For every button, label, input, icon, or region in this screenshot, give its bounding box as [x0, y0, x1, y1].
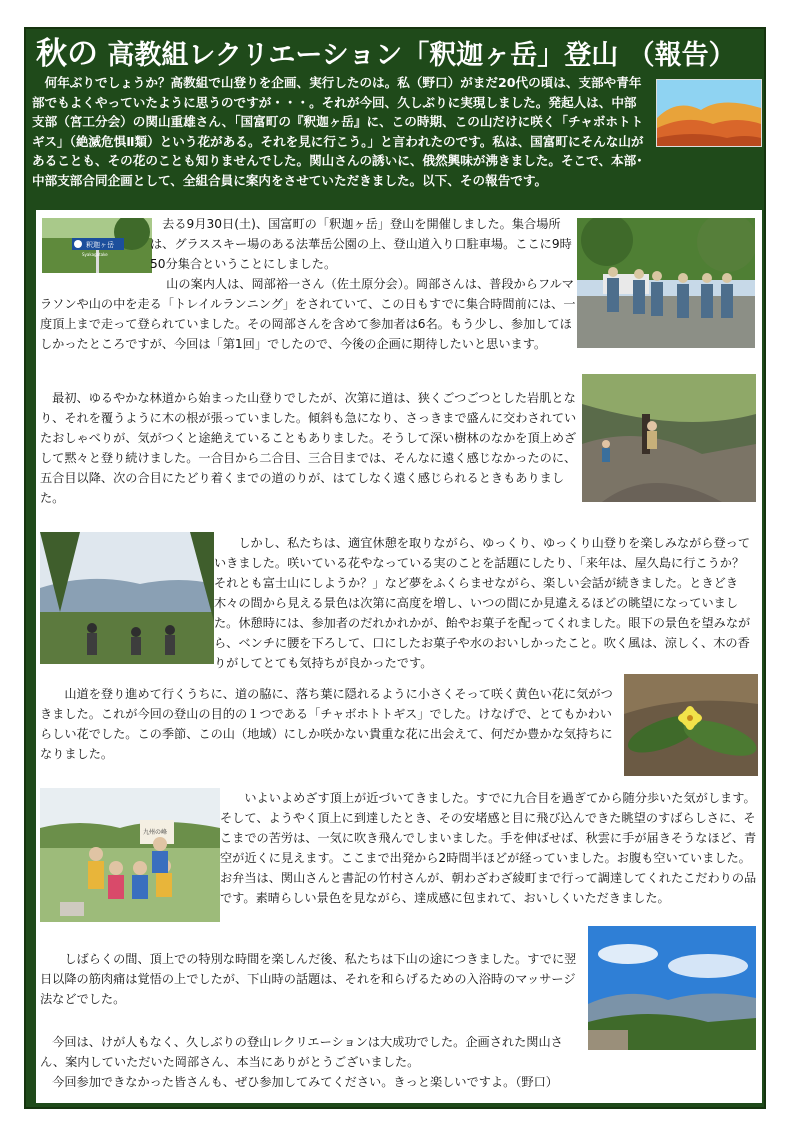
page-title: [36, 32, 756, 78]
group-at-trailhead-photo: [577, 218, 755, 348]
paragraph-2: 山の案内人は、岡部裕一さん（佐土原分会）。岡部さんは、普段からフルマラソンや山の中を走る「トレイルランニング」をされていて、この日もすでに集合時間前には、一度頂上まで走って登られていました。その岡部さんを含めて参加者は6名。もう少し、参加してほしかったところですが、今回は「第1回」でしたので、今後の企画に期待したいと思います。: [40, 277, 576, 351]
title-main: 高教組レクリエーション「釈迦ヶ岳」登山: [98, 40, 619, 71]
title-prefix: 秋の: [36, 36, 98, 72]
article-panel: [36, 210, 762, 1103]
paragraph-6-block: [220, 788, 760, 908]
paragraph-4-block: [214, 533, 760, 673]
paragraph-4: しかし、私たちは、適宜休憩を取りながら、ゆっくり、ゆっくり山登りを楽しみながら登っていきました。咲いている花やなっている実のことを話題にしたり、「来年は、屋久島に行こうか？ それとも富士山にしようか？」など夢をふくらませながら、楽しい会話が続きました。ときどき木々の間から見える景色は次第に高度を増し、いつの間にか見違えるほどの眺望になっていました。休憩時には、参加者のだれかれかが、飴やお菓子を配ってくれました。眼下の景色を望みながら、ベンチに腰を下ろして、口にしたお菓子や水のおいしかったこと。吹く風は、涼しく、木の香りがしてとても気持ちが良かったです。: [214, 536, 757, 670]
paragraph-2-block: [40, 274, 577, 354]
rocky-trail-photo: [582, 374, 756, 502]
intro-text-block: [32, 73, 646, 190]
paragraph-3-block: [40, 388, 578, 508]
chabohototogisu-flower-photo: [624, 674, 758, 776]
paragraph-6: いよいよめざす頂上が近づいてきました。すでに九合目を過ぎてから随分歩いた気がします。そして、ようやく頂上に到達したとき、その安堵感と目に飛び込んできた眺望のすばらしさに、そこまでの苦労は、一気に吹き飛んでしまいました。手を伸ばせば、秋雲に手が届きそうなほど、青空が近くに見えます。ここまで出発から2時間半ほどが経っていました。お腹も空いていました。お弁当は、関山さんと書記の竹村さんが、朝わざわざ綾町まで行って調達してくれたこだわりの品です。素晴らしい景色を見ながら、達成感に包まれて、おいしくいただきました。: [220, 791, 757, 905]
paragraph-5-block: [40, 684, 620, 764]
paragraph-5: 山道を登り進めて行くうちに、道の脇に、落ち葉に隠れるように小さくそって咲く黄色い花に気がつきました。これが今回の登山の目的の１つである「チャボホトトギス」でした。けなげで、とてもかわいらしい花でした。この季節、この山（地域）にしか咲かない貴重な花に出会えて、何だか豊かな気持ちになりました。: [40, 687, 613, 761]
summit-panorama-photo: [588, 926, 756, 1050]
paragraph-9-block: [40, 1072, 754, 1092]
signpost-sub: Syakagatake: [82, 252, 108, 257]
paragraph-7: しばらくの間、頂上での特別な時間を楽しんだ後、私たちは下山の途につきました。すでに翌日以降の筋肉痛は覚悟の上でしたが、下山時の話題は、それを和らげるための入浴時のマッサージ法などでした。: [40, 952, 577, 1006]
paragraph-1: 去る9月30日(土)、国富町の「釈迦ヶ岳」登山を開催しました。集合場所は、グラススキー場のある法華岳公園の上、登山道入り口駐車場。ここに9時50分集合ということにしました。: [150, 217, 572, 271]
intro-paragraph: 何年ぶりでしょうか？高教組で山登りを企画、実行したのは。私（野口）がまだ20代の頃は、支部や青年部でもよくやっていたように思うのですが・・・。それが今回、久しぶりに実現しました。発起人は、中部支部（宮工分会）の関山重雄さん、「国富町の『釈迦ヶ岳』に、この時期、この山だけに咲く「チャボホトトギス」（絶滅危惧Ⅱ類）という花がある。それを見に行こう。」と言われたのです。私は、国富町にそんな山があることも、その花のことも知りませんでした。関山さんの誘いに、俄然興味が沸きました。そこで、本部･中部支部合同企画として、全組合員に案内をさせていただきました。以下、その報告です。: [32, 75, 644, 188]
paragraph-3: 最初、ゆるやかな林道から始まった山登りでしたが、次第に道は、狭くごつごつとした岩肌となり、それを覆うように木の根が張っていました。傾斜も急になり、さっきまで盛んに交わされていたおしゃべりが、気がつくと途絶えていることもありました。そうして深い樹林のなかを頂上めざして黙々と登り続けました。一合目から二合目、三合目までは、そんなに遠く感じなかったのに、五合目以降、次の合目にたどり着くまでの道のりが、はてしなく遠く感じられるときもありました。: [40, 391, 577, 505]
paragraph-8: 今回は、けが人もなく、久しぶりの登山レクリエーションは大成功でした。企画された関山さん、案内していただいた岡部さん、本当にありがとうございました。: [40, 1035, 563, 1069]
paragraph-7-block: [40, 949, 586, 1009]
summit-sign-text: 九州の峰: [143, 829, 168, 836]
paragraph-1-block: [150, 214, 575, 274]
summit-group-photo: [40, 788, 220, 922]
autumn-mountain-illustration: [656, 79, 762, 147]
trailhead-signpost-photo: [42, 218, 152, 273]
paragraph-9: 今回参加できなかった皆さんも、ぜひ参加してみてください。きっと楽しいですよ。（野口）: [40, 1075, 558, 1089]
signpost-text: 釈迦ヶ岳: [86, 241, 114, 249]
viewpoint-rest-photo: [40, 532, 214, 664]
paragraph-8-block: [40, 1032, 586, 1072]
title-suffix: （報告）: [618, 40, 736, 71]
